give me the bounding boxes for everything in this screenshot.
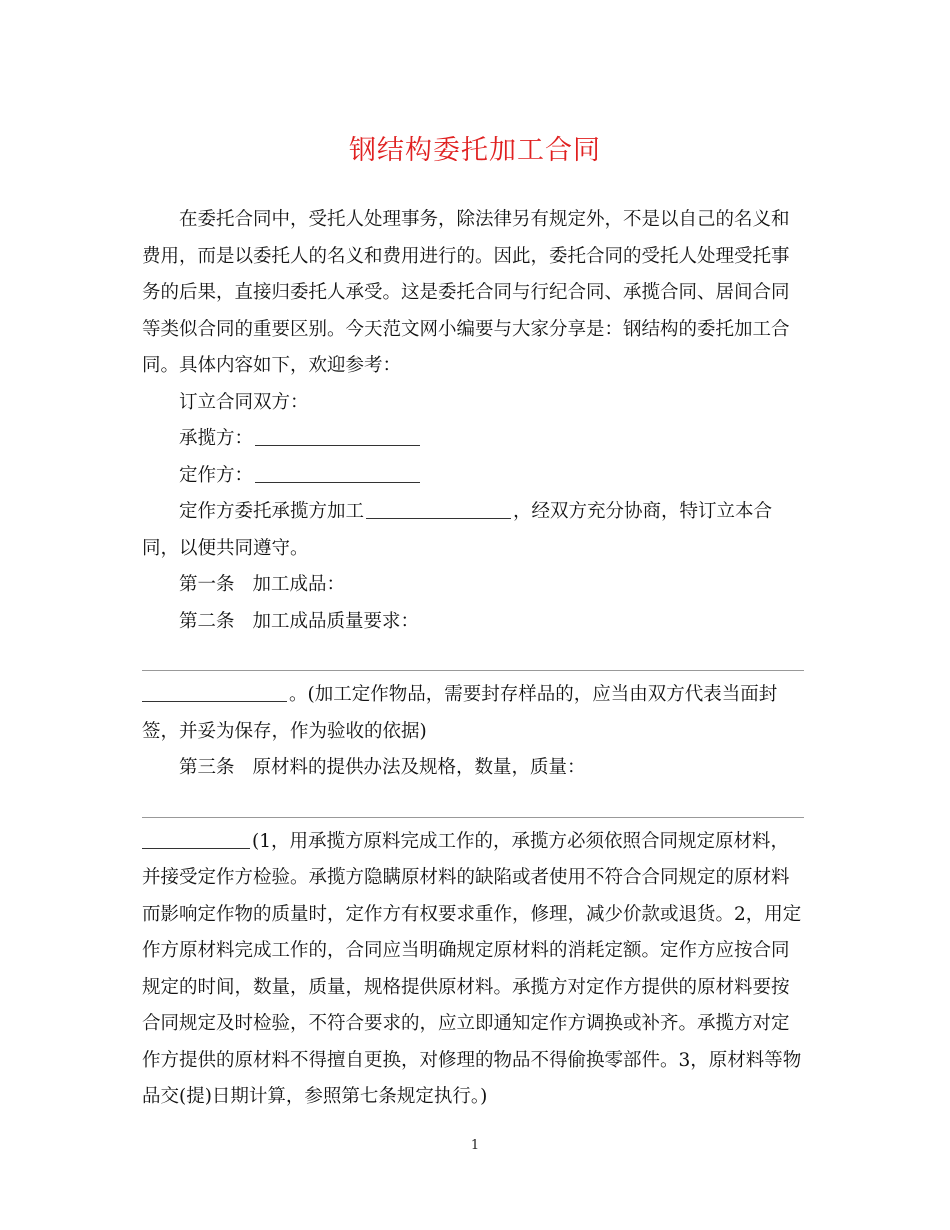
- document-title: 钢结构委托加工合同: [349, 135, 601, 166]
- article-1: [142, 567, 804, 604]
- contractor-blank: [255, 423, 420, 446]
- article-3-note: [142, 824, 804, 1116]
- article-2-note: [142, 677, 804, 750]
- article-2-blank: [142, 679, 287, 702]
- article-3: [142, 750, 804, 787]
- entrust-paragraph: [142, 494, 804, 567]
- article-3-blank: [142, 826, 250, 849]
- article-1-number: 第一条: [179, 574, 235, 595]
- client-line: [142, 458, 804, 495]
- article-1-text: 加工成品：: [252, 574, 346, 595]
- article-3-text: 原材料的提供办法及规格，数量，质量：: [252, 757, 586, 778]
- article-3-fill-line: [142, 795, 804, 818]
- client-blank: [255, 460, 420, 483]
- article-3-number: 第三条: [179, 757, 235, 778]
- document-body: [142, 202, 804, 1116]
- client-label: 定作方：: [179, 464, 254, 486]
- article-2-note-text: 。(加工定作物品，需要封存样品的，应当由双方代表当面封签，并妥为保存，作为验收的依据): [142, 684, 778, 742]
- article-2-text: 加工成品质量要求：: [252, 610, 420, 632]
- processing-item-blank: [366, 496, 511, 519]
- intro-paragraph: 在委托合同中，受托人处理事务，除法律另有规定外，不是以自己的名义和费用，而是以委托人的名义和费用进行的。因此，委托合同的受托人处理受托事务的后果，直接归委托人承受。这是委托合同与行纪合同、承揽合同、居间合同等类似合同的重要区别。今天范文网小编要与大家分享是：钢结构的委托加工合同。具体内容如下，欢迎参考：: [142, 209, 790, 376]
- contractor-label: 承揽方：: [179, 428, 254, 449]
- entrust-prefix: 定作方委托承揽方加工: [179, 501, 365, 522]
- contractor-line: [142, 421, 804, 458]
- entrust-suffix: ，经双方充分协商，特订立本合同，以便共同遵守。: [142, 501, 773, 559]
- parties-heading: 订立合同双方：: [179, 391, 309, 413]
- article-2: [142, 604, 804, 641]
- article-3-note-text: (1，用承揽方原料完成工作的，承揽方必须依照合同规定原材料，并接受定作方检验。承揽方隐瞒原材料的缺陷或者使用不符合合同规定的原材料而影响定作物的质量时，定作方有权要求重作，修理，减少价款或退货。2，用定作方原材料完成工作的，合同应当明确规定原材料的消耗定额。定作方应按合同规定的时间，数量，质量，规格提供原材料。承揽方对定作方提供的原材料要按合同规定及时检验，不符合要求的，应立即通知定作方调换或补齐。承揽方对定作方提供的原材料不得擅自更换，对修理的物品不得偷换零部件。3，原材料等物品交(提)日期计算，参照第七条规定执行。): [142, 830, 802, 1107]
- article-2-number: 第二条: [179, 610, 235, 632]
- article-2-fill-line: [142, 648, 804, 671]
- page-number: 1: [470, 1138, 480, 1153]
